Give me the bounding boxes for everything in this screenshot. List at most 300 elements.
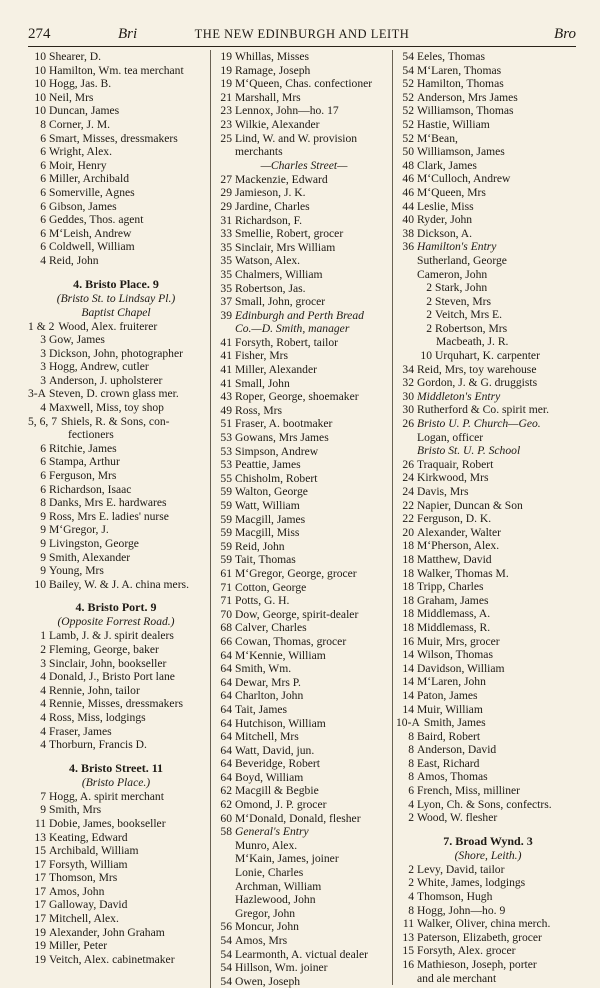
entry-text: Reid, John <box>49 253 99 267</box>
entry-text: Somerville, Agnes <box>49 185 135 199</box>
entry-text: Livingston, George <box>49 537 139 550</box>
entry-text: Ferguson, Mrs <box>49 469 117 483</box>
entry-text: M‘Laren, John <box>417 675 486 689</box>
entry-number: 26 <box>402 457 414 471</box>
entry <box>214 920 394 934</box>
entry-text: Macgill & Begbie <box>235 784 319 798</box>
entry-subname: Munro, Alex. <box>235 838 298 852</box>
entry <box>28 172 204 186</box>
entry <box>396 958 580 972</box>
entry-number: 22 <box>402 512 414 526</box>
entries-group <box>28 50 204 268</box>
entry <box>28 537 204 551</box>
entry <box>396 526 580 540</box>
entry-number: 9 <box>40 803 46 817</box>
entry-text: Middleton's Entry <box>417 389 501 403</box>
entry <box>396 64 580 78</box>
entry <box>396 118 580 132</box>
entry-text: Middlemass, R. <box>417 620 491 634</box>
entry-text: Amos, Thomas <box>417 770 488 784</box>
entry-number: 6 <box>40 131 46 145</box>
street-subheading: (Bristo Place.) <box>81 775 151 789</box>
entry <box>396 159 580 173</box>
entry-number: 2 <box>426 281 432 295</box>
entry <box>28 347 204 361</box>
entry-number: 54 <box>220 974 232 988</box>
entry-text: M‘Bean, <box>417 131 458 145</box>
entry-number: 43 <box>220 390 232 404</box>
entry-number: 14 <box>402 648 414 662</box>
entry <box>214 241 394 255</box>
entry-text: Kirkwood, Mrs <box>417 471 489 485</box>
entry-number: 18 <box>402 620 414 634</box>
entry-number: 71 <box>220 594 232 608</box>
entry-text: Small, John <box>235 376 290 390</box>
entry-subname: Lonie, Charles <box>235 866 304 880</box>
entry-number: 51 <box>220 417 232 431</box>
entry-number: 6 <box>40 441 46 455</box>
entry <box>28 564 204 578</box>
entry-continuation: Macbeath, J. R. <box>436 335 509 349</box>
entry-number: 6 <box>40 158 46 172</box>
entry-number: 17 <box>34 912 46 926</box>
entry-text: Thorburn, Francis D. <box>49 738 147 752</box>
entry-number: 10-A <box>396 716 420 730</box>
entry-text: Graham, James <box>417 593 489 607</box>
entry <box>214 798 394 812</box>
entry <box>396 743 580 757</box>
entry <box>214 77 394 91</box>
entry-subname: Cameron, John <box>417 267 488 281</box>
entry-number: 6 <box>40 172 46 186</box>
entry-text: Maxwell, Miss, toy shop <box>49 401 164 415</box>
entry-number: 11 <box>34 816 46 830</box>
entry-subname: Gregor, John <box>235 906 296 920</box>
entry-text: Ryder, John <box>417 213 473 227</box>
entry-number: 52 <box>402 77 414 91</box>
entry-text: Levy, David, tailor <box>417 862 505 876</box>
entry-text: Jardine, Charles <box>235 199 310 213</box>
entry-text: Clark, James <box>417 158 477 172</box>
entry <box>28 725 204 739</box>
entry-continuation: Co.—D. Smith, manager <box>235 322 350 336</box>
entry-text: Rennie, Misses, dressmakers <box>49 697 183 711</box>
entry-number: 4 <box>40 253 46 267</box>
entry-number: 10 <box>34 77 46 91</box>
entry <box>396 539 580 553</box>
entry-text: Hastie, William <box>417 117 490 131</box>
entry-text: Mathieson, Joseph, porter <box>417 958 537 971</box>
entry-number: 15 <box>402 944 414 958</box>
entry <box>214 64 394 78</box>
entry-text: Gibson, James <box>49 199 117 213</box>
entry <box>28 831 204 845</box>
entries-group <box>214 336 394 839</box>
entry-number: 19 <box>220 63 232 77</box>
entry-number: 54 <box>220 961 232 975</box>
entry-number: 3 <box>40 656 46 670</box>
entry-text: Paterson, Elizabeth, grocer <box>417 930 542 944</box>
entry-text: Forsyth, Alex. grocer <box>417 944 516 958</box>
entry <box>214 553 394 567</box>
entry-text: Chalmers, William <box>235 267 323 281</box>
entry-number: 59 <box>220 512 232 526</box>
entry-text: Duncan, James <box>49 104 120 118</box>
entry <box>28 643 204 657</box>
entry-number: 37 <box>220 295 232 309</box>
entry-text: Ritchie, James <box>49 441 117 455</box>
entry-text: Napier, Duncan & Son <box>417 498 523 512</box>
entry-number: 7 <box>40 789 46 803</box>
entry <box>396 703 580 717</box>
entry-text: Hamilton, Thomas <box>417 77 504 91</box>
entry-number: 8 <box>408 743 414 757</box>
entry-continuation: merchants <box>235 145 283 159</box>
entry-text: Robertson, Jas. <box>235 281 306 295</box>
entry <box>214 431 394 445</box>
page-title: THE NEW EDINBURGH AND LEITH <box>194 27 410 41</box>
entry-text: Donald, J., Bristo Port lane <box>49 670 175 684</box>
entry-text: Calver, Charles <box>235 621 307 635</box>
entry-number: 52 <box>402 90 414 104</box>
entry-text: Jamieson, J. K. <box>235 186 306 200</box>
catchword-right: Bro <box>554 26 576 42</box>
entry-number: 11 <box>402 917 414 931</box>
entry-text: Fleming, George, baker <box>49 642 159 656</box>
entry <box>214 104 394 118</box>
entry-text: M‘Gregor, J. <box>49 523 109 537</box>
entry <box>28 442 204 456</box>
entry-number: 2 <box>40 642 46 656</box>
entry <box>396 322 580 336</box>
entry-text: Hogg, Jas. B. <box>49 77 112 91</box>
entry-text: Dobie, James, bookseller <box>49 816 166 830</box>
entry <box>396 944 580 958</box>
entry <box>28 523 204 537</box>
entry <box>214 757 394 771</box>
entry-text: Roper, George, shoemaker <box>235 390 359 404</box>
entry-text: Reid, Mrs, toy warehouse <box>417 362 537 376</box>
entry <box>214 676 394 690</box>
entry <box>28 227 204 241</box>
entry-text: Steven, Mrs <box>435 294 492 308</box>
entry <box>396 132 580 146</box>
entry-number: 18 <box>402 552 414 566</box>
street-subheading: (Bristo St. to Lindsay Pl.) <box>56 291 176 305</box>
entry-number: 9 <box>40 550 46 564</box>
catchword-left: Bri <box>118 26 138 42</box>
entry-text: Traquair, Robert <box>417 457 494 471</box>
entry <box>396 104 580 118</box>
entry-text: Williamson, Thomas <box>417 104 514 118</box>
entry-number: 35 <box>220 267 232 281</box>
entry-number: 38 <box>402 226 414 240</box>
entry <box>214 132 394 146</box>
entry <box>28 697 204 711</box>
entry <box>214 268 394 282</box>
entry-number: 8 <box>408 756 414 770</box>
entry-text: Smart, Misses, dressmakers <box>49 131 178 145</box>
entries-group <box>28 320 204 429</box>
entry-number: 3-A <box>28 387 47 401</box>
street-subheading: (Shore, Leith.) <box>454 848 522 862</box>
entry <box>396 417 580 431</box>
entry-number: 4 <box>40 683 46 697</box>
entry-text: Lyon, Ch. & Sons, confectrs. <box>417 797 552 811</box>
entry-text: Walker, Thomas M. <box>417 566 509 580</box>
entry <box>28 551 204 565</box>
entry-number: 64 <box>220 730 232 744</box>
entry-text: White, James, lodgings <box>417 876 526 890</box>
entry-text: Reid, John <box>235 539 285 553</box>
entry-text: Ross, Mrs <box>235 403 283 417</box>
entry-text: Smith, Wm. <box>235 662 292 676</box>
entry <box>396 931 580 945</box>
entry-number: 64 <box>220 757 232 771</box>
entry-text: Veitch, Mrs E. <box>435 308 502 322</box>
entry <box>214 91 394 105</box>
entry <box>28 145 204 159</box>
entry-text: Amos, Mrs <box>235 934 288 947</box>
entry-text: Tait, Thomas <box>235 553 296 567</box>
entry <box>214 771 394 785</box>
entry <box>28 939 204 953</box>
entry-number: 6 <box>40 469 46 483</box>
entry-text: Muir, Mrs, grocer <box>417 634 500 648</box>
entry-text: Charlton, John <box>235 689 304 703</box>
entry-text: Bristo U. P. Church—Geo. <box>417 417 541 431</box>
entries-group <box>396 363 580 431</box>
entry-text: Alexander, John Graham <box>49 925 165 939</box>
entry-subname: Hazlewood, John <box>235 893 316 907</box>
entry <box>28 790 204 804</box>
entries-group <box>214 50 394 145</box>
entry-number: 8 <box>408 770 414 784</box>
cross-street: —Charles Street— <box>260 158 348 172</box>
entry-number: 71 <box>220 580 232 594</box>
entry <box>214 744 394 758</box>
column-2 <box>210 50 394 988</box>
entry-number: 59 <box>220 553 232 567</box>
entry-text: Wood, Alex. fruiterer <box>58 319 158 333</box>
entry-number: 4 <box>408 890 414 904</box>
entry-number: 46 <box>402 185 414 199</box>
entry-number: 1 <box>40 629 46 643</box>
entry <box>396 621 580 635</box>
entry <box>28 578 204 592</box>
entry <box>28 912 204 926</box>
entry <box>214 118 394 132</box>
entry <box>396 648 580 662</box>
entry-text: Danks, Mrs E. hardwares <box>49 496 167 510</box>
entry <box>214 540 394 554</box>
entry-text: Matthew, David <box>417 552 492 566</box>
entry <box>396 172 580 186</box>
entry-text: Smith, Mrs <box>49 803 102 817</box>
entry-text: Cowan, Thomas, grocer <box>235 634 347 648</box>
entry <box>396 349 580 363</box>
entry <box>214 309 394 323</box>
entry-number: 29 <box>220 199 232 213</box>
entry-text: Small, John, grocer <box>235 295 326 309</box>
entry-number: 21 <box>220 90 232 104</box>
entry-text: Shearer, D. <box>49 50 102 63</box>
entry-number: 13 <box>402 930 414 944</box>
entry-number: 14 <box>402 688 414 702</box>
entry <box>214 186 394 200</box>
entry-number: 6 <box>40 455 46 469</box>
entry-text: Macgill, James <box>235 512 306 526</box>
entry-text: Davis, Mrs <box>417 485 469 498</box>
column-1 <box>28 50 204 966</box>
entry-text: Moncur, John <box>235 920 299 934</box>
entry-number: 50 <box>402 145 414 159</box>
entry <box>396 213 580 227</box>
entry-text: Ferguson, D. K. <box>417 512 492 526</box>
entry-number: 53 <box>220 458 232 472</box>
entry <box>214 214 394 228</box>
entries-group <box>396 281 580 335</box>
entry <box>396 390 580 404</box>
entry-text: Dickson, A. <box>417 226 473 240</box>
entry <box>28 91 204 105</box>
entry <box>28 50 204 64</box>
entry-text: Tait, James <box>235 702 287 716</box>
entry-text: Hutchison, William <box>235 716 326 730</box>
entry-text: Watt, William <box>235 499 300 512</box>
entry-text: Robertson, Mrs <box>435 321 508 335</box>
entry-number: 18 <box>402 607 414 621</box>
entry-text: Marshall, Mrs <box>235 90 301 104</box>
entry-number: 4 <box>40 670 46 684</box>
entry-text: Hogg, Andrew, cutler <box>49 360 149 374</box>
entry <box>28 510 204 524</box>
school-note: Bristo St. U. P. School <box>417 444 521 458</box>
entry <box>396 784 580 798</box>
entry <box>28 455 204 469</box>
entry-text: Hamilton's Entry <box>417 240 497 254</box>
entry-number: 23 <box>220 117 232 131</box>
entries-group <box>28 790 204 967</box>
entry-text: M‘Kennie, William <box>235 648 326 662</box>
entry <box>28 858 204 872</box>
entry <box>28 374 204 388</box>
entry-text: Stark, John <box>435 281 488 295</box>
entry <box>28 159 204 173</box>
entries-group <box>396 863 580 972</box>
entry-text: Cotton, George <box>235 580 307 594</box>
entry-number: 36 <box>402 240 414 254</box>
entry-text: Williamson, James <box>417 145 505 159</box>
entry-number: 6 <box>40 240 46 254</box>
entry <box>28 496 204 510</box>
entry-number: 6 <box>40 185 46 199</box>
entry-number: 24 <box>402 471 414 485</box>
entry <box>214 282 394 296</box>
entry-text: Ross, Miss, lodgings <box>49 710 146 724</box>
entry <box>396 403 580 417</box>
entry <box>214 975 394 988</box>
entry-text: Wood, W. flesher <box>417 811 498 825</box>
entry-text: M‘Queen, Chas. confectioner <box>235 77 373 91</box>
entry-text: M‘Donald, Donald, flesher <box>235 811 361 825</box>
entry <box>214 635 394 649</box>
entry <box>396 594 580 608</box>
entry-number: 18 <box>402 580 414 594</box>
entry <box>214 784 394 798</box>
entry <box>396 512 580 526</box>
entry-number: 19 <box>34 925 46 939</box>
entry <box>214 390 394 404</box>
entry-text: Hillson, Wm. joiner <box>235 961 328 975</box>
entry-number: 52 <box>402 104 414 118</box>
entry-number: 8 <box>408 903 414 917</box>
entry-text: Ross, Mrs E. ladies' nurse <box>49 509 169 523</box>
entry <box>28 118 204 132</box>
entry-text: Ramage, Joseph <box>235 63 311 77</box>
entry-number: 52 <box>402 131 414 145</box>
entry-text: Thomson, Mrs <box>49 871 118 885</box>
entry <box>28 926 204 940</box>
entry-number: 19 <box>220 50 232 63</box>
entry-text: Thomson, Hugh <box>417 890 493 904</box>
entry-number: 18 <box>402 593 414 607</box>
entry-number: 40 <box>402 213 414 227</box>
entry-number: 14 <box>402 702 414 716</box>
street-subheading: (Opposite Forrest Road.) <box>57 615 175 629</box>
entry-number: 70 <box>220 607 232 621</box>
entry <box>214 377 394 391</box>
entry-text: General's Entry <box>235 825 309 839</box>
entry <box>214 445 394 459</box>
entry <box>396 716 580 730</box>
entry <box>28 629 204 643</box>
entries-group <box>396 458 580 825</box>
entry-number: 32 <box>402 376 414 390</box>
entry-number: 33 <box>220 227 232 241</box>
entry <box>28 320 204 334</box>
entry-text: Potts, G. H. <box>235 594 290 608</box>
entry <box>28 871 204 885</box>
entry <box>28 333 204 347</box>
entry <box>396 580 580 594</box>
entry-text: East, Richard <box>417 756 480 770</box>
entry-text: Dow, George, spirit-dealer <box>235 607 359 621</box>
entry <box>396 675 580 689</box>
entry-continuation: Logan, officer <box>417 430 484 444</box>
entry-text: Richardson, Isaac <box>49 482 132 496</box>
entry-text: Shiels, R. & Sons, con- <box>60 414 170 428</box>
entry-number: 59 <box>220 485 232 499</box>
entry-number: 64 <box>220 689 232 703</box>
entry-text: Gow, James <box>49 333 105 347</box>
entry-text: Lennox, John—ho. 17 <box>235 104 339 118</box>
entry-number: 2 <box>426 294 432 308</box>
entry-text: Steven, D. crown glass mer. <box>49 387 179 401</box>
entry-text: Davidson, William <box>417 661 505 675</box>
entry-number: 41 <box>220 376 232 390</box>
entry-text: Boyd, William <box>235 770 304 784</box>
entry-number: 30 <box>402 403 414 417</box>
header-rule <box>28 46 576 47</box>
entry-text: Baird, Robert <box>417 729 481 743</box>
entry-text: Amos, John <box>49 884 105 898</box>
entry-text: Wright, Alex. <box>49 145 112 159</box>
entry-text: Tripp, Charles <box>417 580 484 594</box>
entry-text: Middlemass, A. <box>417 607 491 621</box>
entry <box>396 485 580 499</box>
entry <box>396 567 580 581</box>
